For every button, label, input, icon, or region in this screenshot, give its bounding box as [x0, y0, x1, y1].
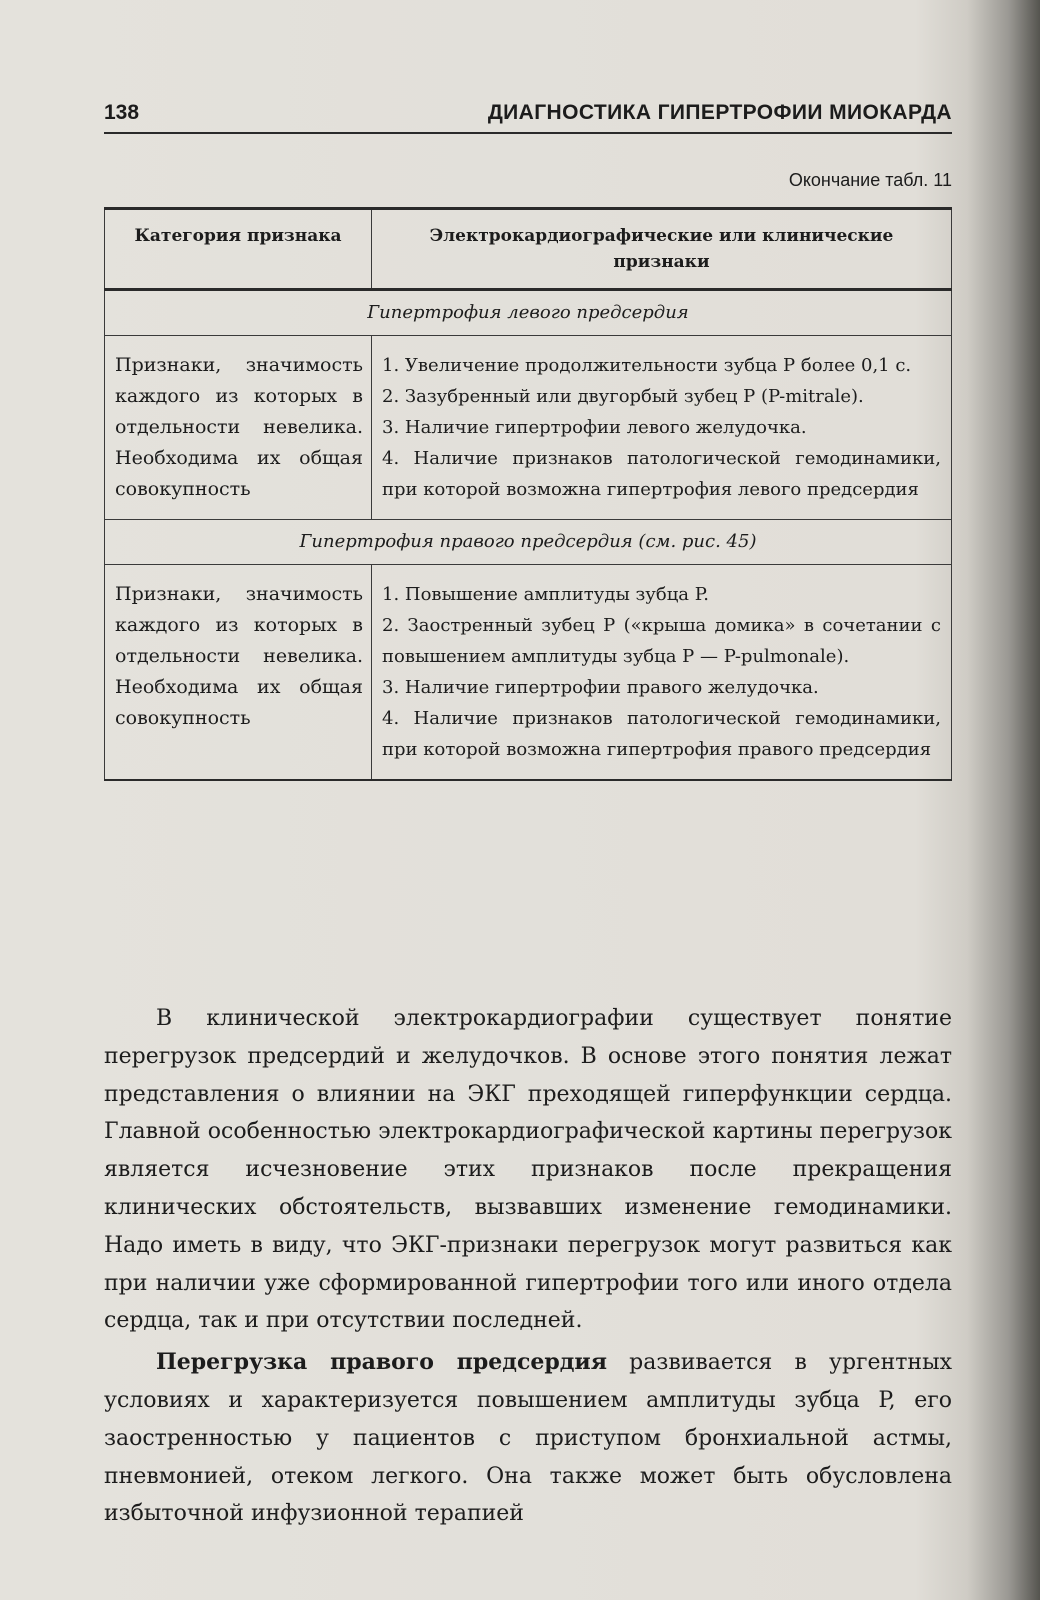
section-title-right-atrium: Гипертрофия правого предсердия (см. рис. 45) [105, 520, 952, 565]
sign-item: 2. Зазубренный или двугорбый зубец P (P-mitrale). [382, 386, 864, 407]
sign-item: 3. Наличие гипертрофии правого желудочка. [382, 677, 819, 698]
sign-item: 4. Наличие признаков патологической гемодинамики, при которой возможна гипертрофия правого предсердия [382, 708, 941, 760]
chapter-title: ДИАГНОСТИКА ГИПЕРТРОФИИ МИОКАРДА [487, 101, 952, 124]
signs-table [104, 207, 952, 781]
paragraph-text: развивается в ургентных условиях и характеризуется повышением амплитуды зубца P, его заостренностью у пациентов с приступом бронхиальной астмы, пневмонией, отеком легкого. Она также может быть обусловлена избыточной инфузионной терапией [104, 1350, 952, 1527]
table-caption: Окончание табл. 11 [788, 170, 952, 190]
column-header-signs: Электрокардиографические или клинические признаки [372, 209, 952, 290]
section-title-left-atrium: Гипертрофия левого предсердия [105, 290, 952, 336]
column-header-category: Категория признака [105, 209, 372, 290]
section-row [105, 520, 952, 565]
term-bold: Перегрузка правого предсердия [156, 1349, 607, 1376]
sign-item: 2. Заостренный зубец P («крыша домика» в сочетании с повышением амплитуды зубца P — P-pulmonale). [382, 615, 941, 667]
category-cell: Признаки, значимость каждого из которых в отдельности невелика. Необходима их общая совокупность [105, 565, 372, 781]
category-cell: Признаки, значимость каждого из которых в отдельности невелика. Необходима их общая совокупность [105, 336, 372, 520]
paragraph [104, 1344, 952, 1533]
section-row [105, 290, 952, 336]
sign-item: 3. Наличие гипертрофии левого желудочка. [382, 417, 807, 438]
body-text [104, 1000, 952, 1533]
page-number: 138 [104, 101, 140, 124]
signs-cell [372, 565, 952, 781]
table-row [105, 336, 952, 520]
sign-item: 1. Увеличение продолжительности зубца P более 0,1 с. [382, 355, 912, 376]
sign-item: 4. Наличие признаков патологической гемодинамики, при которой возможна гипертрофия левого предсердия [382, 448, 941, 500]
signs-cell [372, 336, 952, 520]
sign-item: 1. Повышение амплитуды зубца P. [382, 584, 709, 605]
paragraph: В клинической электрокардиографии существует понятие перегрузок предсердий и желудочков. В основе этого понятия лежат представления о влиянии на ЭКГ преходящей гиперфункции сердца. Главной особенностью электрокардиографической картины перегрузок является исчезновение этих признаков после прекращения клинических обстоятельств, вызвавших изменение гемодинамики. Надо иметь в виду, что ЭКГ-признаки перегрузок могут развиться как при наличии уже сформированной гипертрофии того или иного отдела сердца, так и при отсутствии последней. [104, 1006, 952, 1334]
table-header-row [105, 209, 952, 290]
running-header [104, 98, 952, 134]
table-row [105, 565, 952, 781]
